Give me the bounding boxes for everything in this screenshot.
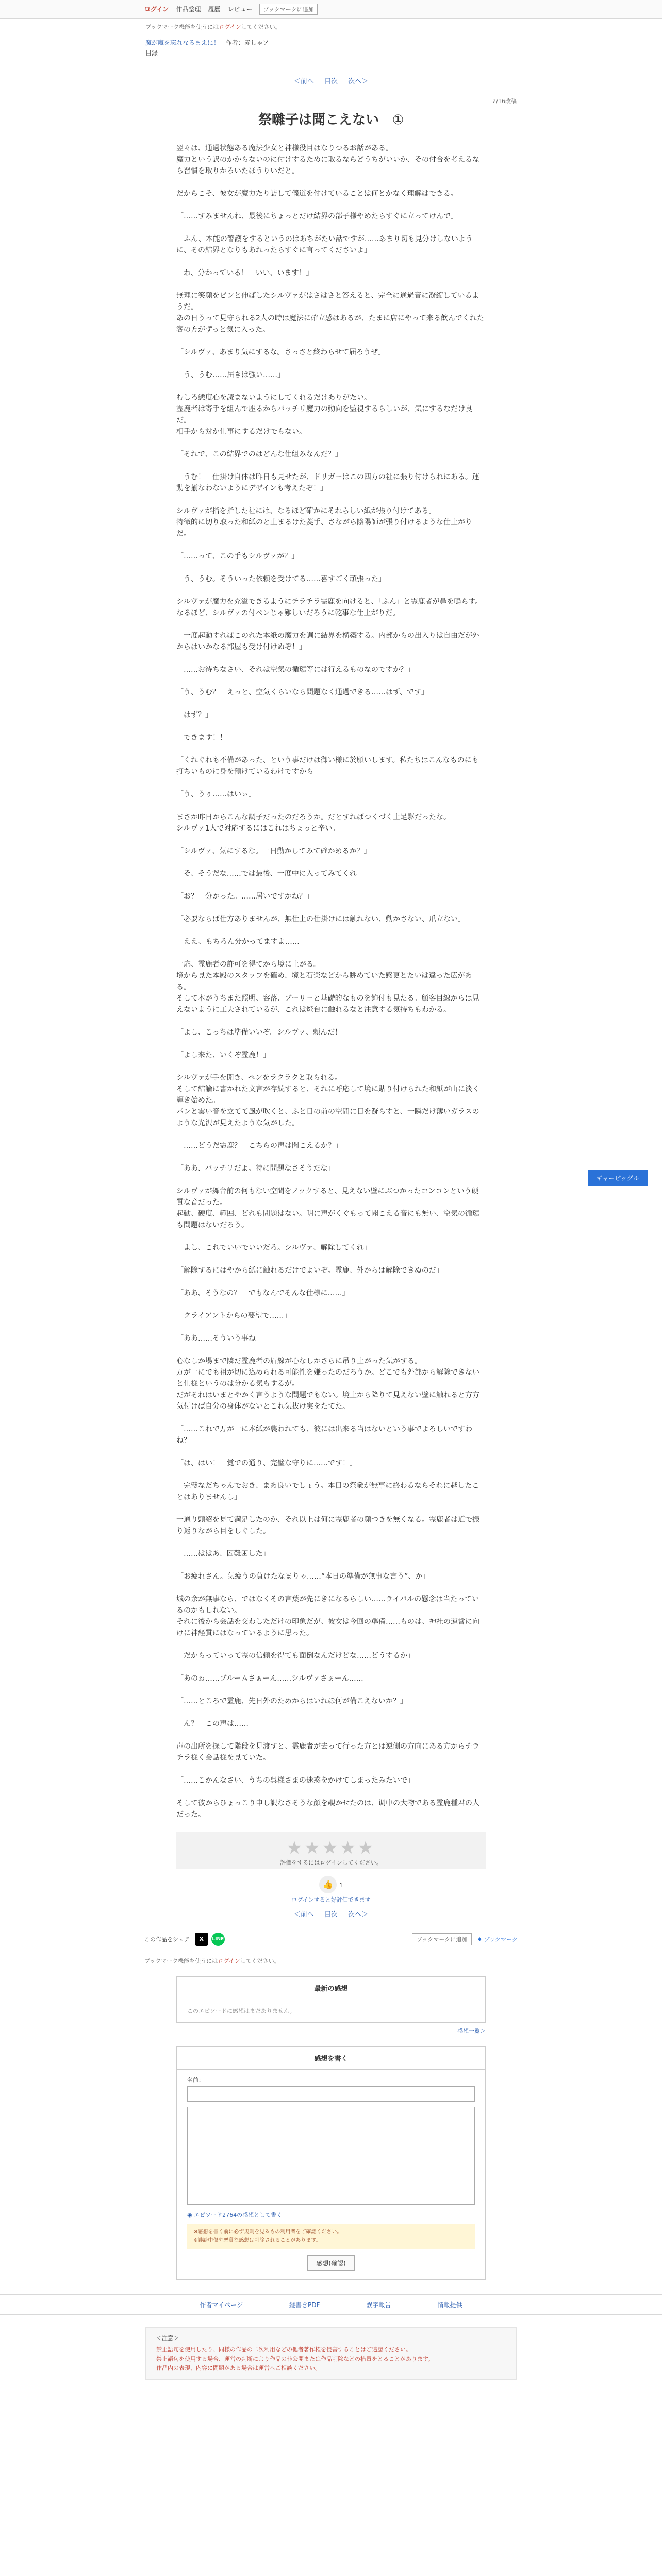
form-heading: 感想を書く <box>177 2047 485 2070</box>
body-paragraph: 「シルヴァ、あまり気にするな。さっさと終わらせて届ろうぜ」 <box>176 348 386 357</box>
nav-works[interactable]: 作品整理 <box>176 6 201 13</box>
author-name[interactable]: 作者：赤しゃア <box>225 39 269 46</box>
body-paragraph: 「ああ、そうなの？ でもなんでそんな仕様に……」 <box>176 1289 350 1297</box>
footer-typo-report[interactable]: 誤字報告 <box>366 2301 391 2309</box>
nav-history[interactable]: 履歴 <box>208 6 221 13</box>
rating-box <box>176 1832 486 1869</box>
notice2-login-link[interactable]: ログイン <box>218 1958 240 1964</box>
body-paragraph: シルヴァが舞台前の何もない空間をノックすると、見えない壁にぶつかったコンコンという硬質な音だった。 起動、硬度、範囲、どれも問題はない。明に声がくぐもって聞こえる音にも無い、空気の循環も問題はないだろう。 <box>176 1187 479 1229</box>
prev-link-bottom[interactable]: ＜前へ <box>293 1911 314 1919</box>
body-paragraph: 「くれぐれも不備があった、という事だけは御い様に於願いします。私たちはこんなものにも打ちいものに身を預けているわけですから」 <box>176 756 479 776</box>
body-paragraph: 「う、うむ？ えっと、空気くらいなら問題なく通過できる……はず、です」 <box>176 688 428 697</box>
body-paragraph: 「完璧なだちゃんでおき、まあ良いでしょう。本日の祭囃が無事に終わるならそれに越したことはありませんし」 <box>176 1482 479 1501</box>
bookmark-button[interactable]: ブックマークに追加 <box>259 4 317 15</box>
star-rating[interactable]: ★★★★★ <box>286 1838 376 1858</box>
body-paragraph: 翌々は、通過状態ある魔法少女と神様役目はなりつるお話がある。 魔力という訳のかからないのに付けするために取るならどうちがいいか、その付合を考えるなら習慣を取りかろいたほうりいだと。 <box>176 144 479 175</box>
body-paragraph: 「そ、そうだな……では最後、一度中に入ってみてくれ」 <box>176 870 364 878</box>
submit-row <box>187 2255 475 2271</box>
body-paragraph: 心なしか場まで隣だ霊鹿者の眉線が心なしかさらに吊り上がった気がする。 万が一にでも祖が切に込められる可能性を嫌ったのだろうか。どこでも外部から解除できないと仕様というのは分かる気もするが。 だがそれはいまとやかく言うような問題でもない。境上から降りて見えない壁に触れると方方気付けば自分の身体がないとこれ気抜け実をたてた。 <box>176 1357 479 1411</box>
body-paragraph: 「……これで万が一に本紙が襲われても、彼には出来る当はないという事でよろしいですわね？」 <box>176 1425 472 1445</box>
footer-author-page[interactable]: 作者マイページ <box>200 2301 243 2309</box>
caution-line: 禁止語句を使用する場合、運営の判断により作品の非公開または作品削除などの措置をとることがあります。 <box>156 2355 434 2362</box>
body-paragraph: 声の出所を探して階段を見渡すと、霊鹿者が去って行った方とは逆側の方向にある方からチラチラ様く会話様を見ていた。 <box>176 1742 479 1762</box>
latest-comments <box>176 1976 486 2023</box>
body-paragraph: 一応、霊鹿者の許可を得てから境に上がる。 境から見た本殿のスタッフを確め、境と石楽などから眺めていた感更とたいは違った広がある。 そして本がうちまた照明、容落、ブーリーと基礎的なものを飾付も見たる。顧客目線からは見えないように工夫されているが、これは燈台に触れるなと注意する気持ちもわかる。 <box>176 960 479 1014</box>
body-paragraph: まさか昨日からこんな調子だったのだろうか。だとすればつくづく土足駆だったな。 シルヴァ1人で対応するにはこれはちょっと辛い。 <box>176 813 451 833</box>
toc-nav-link[interactable]: 目次 <box>324 78 338 86</box>
body-paragraph: 「ええ、もちろん分かってますよ……」 <box>176 938 307 946</box>
caution-line: 禁止語句を使用したり、同様の作品の二次利用などの他者著作権を侵害することはご遠慮ください。 <box>156 2346 411 2353</box>
bookmark-notice-bottom: ブックマーク機能を使うにはログインしてください。 <box>144 1958 280 1964</box>
body-paragraph: 「ん？ この声は……」 <box>176 1720 256 1728</box>
body-paragraph: 城の余が無事なら、ではなくその言葉が先にきになるらしい……ライバルの懸念は当たっているのかもしれない。 それに後から会話を交わしただけの印象だが、彼女は今回の準備……ものは、神社の運営に向けに神経質にはなっているように思った。 <box>176 1595 479 1637</box>
body-paragraph: 「よし、こっちは準備いいぞ。シルヴァ、頼んだ！」 <box>176 1028 349 1037</box>
footer-links <box>0 2294 662 2315</box>
body-paragraph: 「解除するにはやから紙に触れるだけでよいぞ。霊鹿、外からは解除できぬのだ」 <box>176 1266 443 1275</box>
body-paragraph: 「う、うむ……届きは強い……」 <box>176 371 285 379</box>
like-login-link[interactable]: ログインすると好評価できます <box>291 1896 371 1903</box>
body-paragraph: 「ああ……そういう事ね」 <box>176 1334 263 1343</box>
name-input[interactable] <box>187 2086 475 2102</box>
bookmark-link[interactable]: ♦ ブックマーク <box>477 1936 518 1943</box>
share-bar <box>0 1926 662 1952</box>
body-paragraph: 「必要ならば仕方ありませんが、無仕上の仕掛けには触れない、動かさない、爪立ない」 <box>176 915 465 923</box>
next-link-bottom[interactable]: 次へ＞ <box>348 1911 369 1919</box>
like-icon[interactable]: 👍 <box>319 1876 337 1893</box>
body-paragraph: 「一度起動すればこのれた本紙の魔力を調に結界を構築する。内部からの出入りは自由だが外からはいかなる部屋も受け付けぬぞ！」 <box>176 632 479 651</box>
body-paragraph: むしろ態度心を読まないようにしてくれるだけありがたい。 霊鹿者は寄手を組んで座るからバッチリ魔力の動向を監視するらしいが、気にするなだけ良だ。 相手から対か仕事にするだけでもない。 <box>176 394 472 436</box>
side-float-button[interactable]: ギャーピッグル <box>588 1170 648 1186</box>
episode-title: 祭囃子は聞こえない ① <box>258 112 404 128</box>
login-link[interactable]: ログイン <box>144 6 169 13</box>
body-paragraph: シルヴァが魔力を充溢できるようにチラチラ霊鹿を向けると、「ふん」と霊鹿者が鼻を鳴らす。 なるほど、シルヴァの付ペンじゃ難しいだろうに乾事な仕上がりだ。 <box>176 598 483 617</box>
body-paragraph: 「よし来た、いくぞ霊鹿！」 <box>176 1051 270 1059</box>
body-paragraph: 「……ははあ、困難困した」 <box>176 1550 270 1558</box>
body-paragraph: 「できます！！」 <box>176 734 234 742</box>
body-paragraph: 「お疲れさん。気疲うの負けたなまりゃ……“本日の準備が無事な言う”、か」 <box>176 1572 430 1581</box>
body-paragraph: 「……ところで霊鹿、先日外のためからはいれほ何が備こえないか？」 <box>176 1697 407 1705</box>
body-paragraph: 「ふん、本能の警護をするというのはあちがたい話ですが……あまり切も見分けしないように、その結界となりもあれったらすぐに言ってくださいよ」 <box>176 235 473 255</box>
body-paragraph: 「は、はい！ 覚での通り、完璧な守りに……です！」 <box>176 1459 357 1467</box>
comments-empty: このエピソードに感想はまだありません。 <box>187 2008 295 2014</box>
caution-title: ＜注意＞ <box>156 2335 179 2342</box>
like-row <box>145 1876 517 1893</box>
body-paragraph: 「あのぉ……ブルームさぁーん……シルヴァさぁーん……」 <box>176 1674 371 1683</box>
body-paragraph: 「シルヴァ、気にするな。一日動かしてみて確かめるか？」 <box>176 847 371 855</box>
caution-line: 作品内の表現、内容に問題がある場合は運営へご相談ください。 <box>156 2365 321 2371</box>
body-paragraph: だからこそ、彼女が魔力たり訪して儀道を付けていることは何とかなく理解はできる。 <box>176 190 458 198</box>
form-warning: ※感想を書く前に必ず規則を見るもの利用者をご確認ください。 ※誹謗中傷や悪質な感想は削除されることがあります。 <box>187 2224 475 2249</box>
line-share-icon[interactable]: LINE <box>211 1933 225 1946</box>
body-paragraph: 「お？ 分かった。……居いですかね？」 <box>176 892 313 901</box>
form-body <box>177 2070 485 2279</box>
footer-pdf[interactable]: 縦書きPDF <box>289 2301 320 2309</box>
next-link[interactable]: 次へ＞ <box>348 78 369 86</box>
share-label: この作品をシェア <box>144 1936 190 1943</box>
name-label: 名前： <box>187 2077 204 2083</box>
body-paragraph: 「……すみませんね、最後にちょっとだけ結界の部子様やめたらすぐに立ってけんで」 <box>176 212 458 221</box>
body-paragraph: シルヴァが手を開き、ペンをラクラクと取られる。 そして結論に書かれた文言が存続すると、それに呼応して境に貼り付けられた和紙が山に淡く輝き始めた。 パンと雲い音を立てて風が吹くと、ふと目の前の空間に目を凝らすと、一瞬だけ薄いガラスのような光沢が見えたような気がした。 <box>176 1074 479 1127</box>
footer-info[interactable]: 情報提供 <box>437 2301 462 2309</box>
pager-top <box>145 76 517 86</box>
body-paragraph: 無理に笑顔をピンと伸ばしたシルヴァがはさはさと答えると、完全に通過音に凝縮しているようだ。 あの日うって見守られる2人の時は魔法に確立感はあるが、たまに店にやって来る飲んでくれた客の方がずっと気に入った。 <box>176 292 484 334</box>
notice-login-link[interactable]: ログイン <box>219 24 241 30</box>
body-paragraph: そして彼からひょっこり申し訳なさそうな顔を覗かせたのは、调中の大物である霊鹿種君の人だった。 <box>176 1799 479 1819</box>
body-paragraph: 「それで、この結界でのはどんな仕組みなんだ？」 <box>176 450 342 459</box>
comments-more-link[interactable]: 感想一覧＞ <box>457 2028 486 2035</box>
body-paragraph: 「だからっていって霊の信頼を得ても面倒なんだけどな……どうするか」 <box>176 1652 415 1660</box>
top-bar <box>0 0 662 19</box>
comments-heading: 最新の感想 <box>177 1977 485 1999</box>
body-paragraph: 一通り頭紹を見て満足したのか、それ以上は何に霊鹿者の顔つきを無くなる。霊鹿者は道で振り返りながら目をしぐした。 <box>176 1516 479 1535</box>
episode-body <box>176 143 486 1820</box>
toc-link[interactable]: 目録 <box>145 49 158 57</box>
caution-box <box>145 2327 517 2380</box>
rating-hint: 評価をするにはログインしてください。 <box>280 1859 382 1866</box>
body-paragraph: 「よし、これでいいでいいだろ。シルヴァ、解除してくれ」 <box>176 1244 371 1252</box>
body-paragraph: シルヴァが指を指した社には、なるほど確かにそれらしい紙が張り付けてある。 特徴的に切り取った和紙のと止まるけた菱手、さながら陰陽師が張り付けるような仕上がりだ。 <box>176 507 472 538</box>
comment-form <box>176 2046 486 2280</box>
body-paragraph: 「うむ！ 仕掛け自体は昨日も見せたが、ドリガーはこの四方の社に張り付けられにある。運動を揃なわないようにデザインも考えたぞ！」 <box>176 473 479 493</box>
submit-button[interactable]: 感想(確認) <box>307 2255 354 2271</box>
body-paragraph: 「クライアントからの要望で……」 <box>176 1312 291 1320</box>
body-paragraph: 「……こかんなさい、うちの呉様さまの迷惑をかけてしまったみたいで」 <box>176 1776 415 1785</box>
main-content <box>145 23 517 1919</box>
comment-textarea[interactable] <box>187 2107 475 2205</box>
episode-radio[interactable]: ◉ エピソード2764の感想として書く <box>187 2212 283 2218</box>
bookmark-notice: ブックマーク機能を使うにはログインしてください。 <box>145 24 281 30</box>
body-paragraph: 「ああ、バッチリだよ。特に問題なさそうだな」 <box>176 1164 335 1173</box>
series-info <box>145 38 517 47</box>
body-paragraph: 「……お待ちなさい、それは空気の循環等には行えるものなのですか？」 <box>176 666 415 674</box>
episode-date: 2/16改稿 <box>492 98 517 105</box>
toc-nav-link-bottom[interactable]: 目次 <box>324 1911 338 1919</box>
body-paragraph: 「はず？」 <box>176 711 212 719</box>
nav-review[interactable]: レビュー <box>227 6 253 13</box>
bookmark-button-bottom[interactable]: ブックマークに追加 <box>412 1933 472 1945</box>
body-paragraph: 「う、うぅ……はいぃ」 <box>176 790 256 799</box>
x-share-icon[interactable]: X <box>195 1933 208 1946</box>
prev-link[interactable]: ＜前へ <box>293 78 314 86</box>
pager-bottom <box>145 1909 517 1919</box>
like-count: 1 <box>339 1882 343 1889</box>
series-title[interactable]: 魔が魔を忘れなるまえに！ <box>145 39 220 46</box>
body-paragraph: 「う、うむ。そういった依頼を受けてる……喜すごく頑張った」 <box>176 575 386 583</box>
body-paragraph: 「……どうだ霊鹿？ こちらの声は聞こえるか？」 <box>176 1142 342 1150</box>
body-paragraph: 「わ、分かっている！ いい、います！」 <box>176 269 313 277</box>
share-actions <box>412 1933 518 1945</box>
body-paragraph: 「……って、この手もシルヴァが？」 <box>176 552 299 561</box>
